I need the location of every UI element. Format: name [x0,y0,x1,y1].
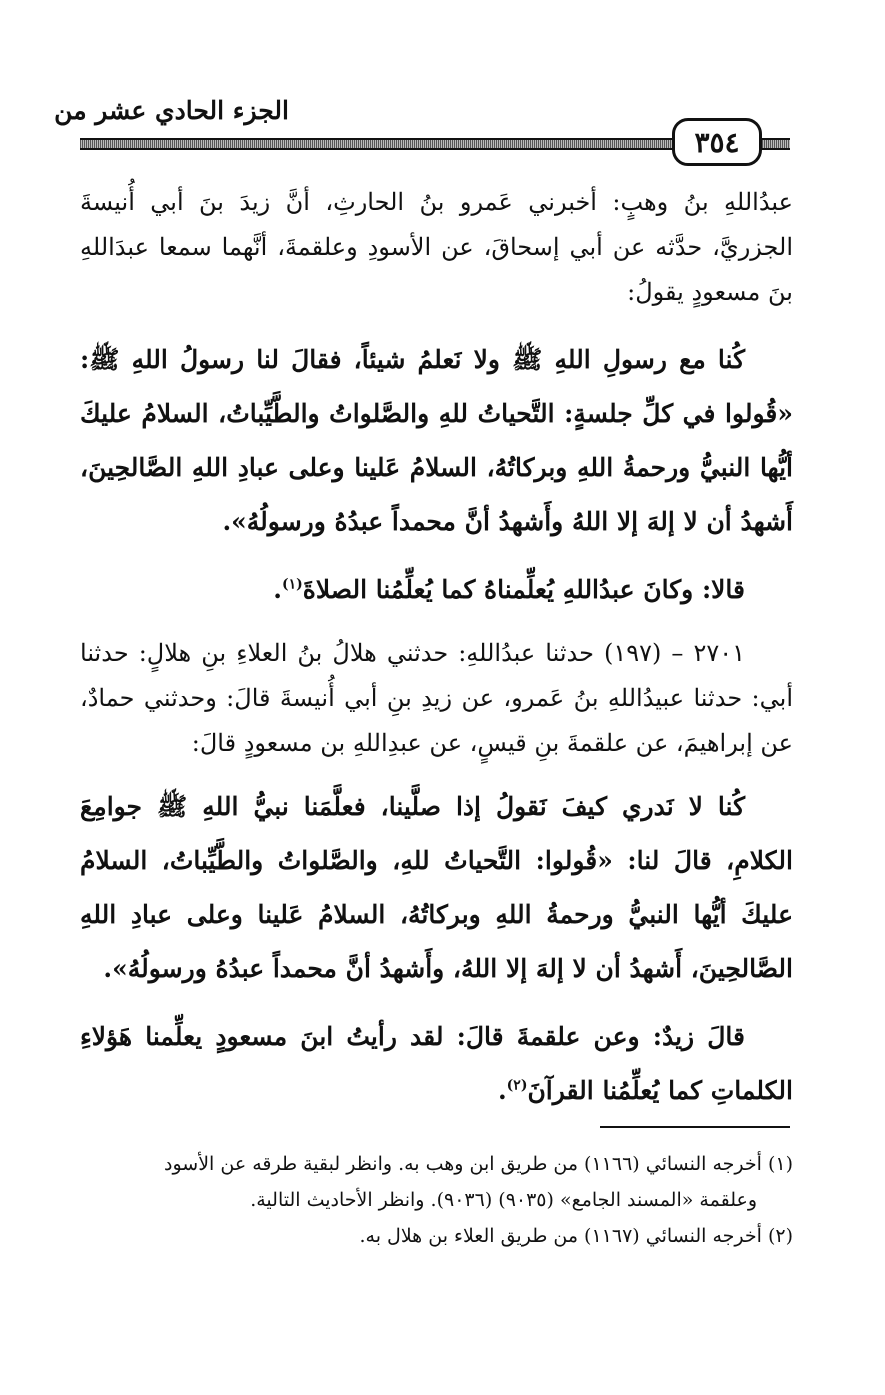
narrator-note-1-end: . [273,575,283,604]
footnote-2 [80,1218,793,1254]
narrator-note-2-text: قالَ زيدٌ: وعن علقمةَ قالَ: لقد رأيتُ ابنَ مسعودٍ يعلِّمنا هَؤلاءِ الكلماتِ كما يُعلِّمُنا القرآنَ [80,1022,793,1105]
footnotes [80,1146,793,1254]
main-text [80,180,793,1118]
narrator-note-1-text: قالا: وكانَ عبدُاللهِ يُعلِّمناهُ كما يُعلِّمُنا الصلاةَ [302,575,745,604]
narrator-note-1 [80,563,793,617]
footnote-1-line2: وعلقمة «المسند الجامع» (٩٠٣٥) (٩٠٣٦). وانظر الأحاديث التالية. [250,1189,757,1211]
footnote-1 [80,1146,793,1218]
running-header-title: الجزء الحادي عشر من [54,96,289,125]
narrator-note-2-end: . [497,1076,507,1105]
footnote-separator [600,1126,790,1128]
isnad-paragraph-1: عبدُاللهِ بنُ وهبٍ: أخبرني عَمرو بنُ الحارثِ، أنَّ زيدَ بنَ أبي أُنيسةَ الجزريَّ، حدَّثه عن أبي إسحاقَ، عن الأسودِ وعلقمةَ، أنَّهما سمعا عبدَاللهِ بنَ مسعودٍ يقولُ: [80,188,793,306]
footnote-1-number: (١) [767,1153,793,1175]
footnote-ref-1: (١) [282,576,303,593]
footnote-1-line1: أخرجه النسائي (١١٦٦) من طريق ابن وهب به. وانظر لبقية طرقه عن الأسود [164,1153,762,1175]
hadith-text-2: كُنا لا نَدري كيفَ نَقولُ إذا صلَّينا، فعلَّمَنا نبيُّ اللهِ ﷺ جوامِعَ الكلامِ، قالَ لنا: «قُولوا: التَّحياتُ للهِ، والصَّلواتُ والطَّيِّباتُ، السلامُ عليكَ أيُّها النبيُّ ورحمةُ اللهِ وبركاتُهُ، السلامُ عَلينا وعلى عبادِ اللهِ الصَّالحِينَ، أَشهدُ أن لا إلهَ إلا اللهُ، وأَشهدُ أنَّ محمداً عبدُهُ ورسولُهُ». [80,792,793,983]
footnote-2-number: (٢) [767,1225,793,1247]
page-number: ٣٥٤ [672,118,762,166]
footnote-ref-2: (٢) [506,1077,528,1094]
narrator-note-2 [80,1010,793,1118]
hadith-text-1: كُنا مع رسولِ اللهِ ﷺ ولا نَعلمُ شيئاً، فقالَ لنا رسولُ اللهِ ﷺ: «قُولوا في كلِّ جلسةٍ: التَّحياتُ للهِ والصَّلواتُ والطَّيِّباتُ، السلامُ عليكَ أيُّها النبيُّ ورحمةُ اللهِ وبركاتُهُ، السلامُ عَلينا وعلى عبادِ اللهِ الصَّالحِينَ، أَشهدُ أن لا إلهَ إلا اللهُ وأَشهدُ أنَّ محمداً عبدُهُ ورسولُهُ». [80,345,793,536]
footnote-2-line1: أخرجه النسائي (١١٦٧) من طريق العلاء بن هلال به. [359,1225,762,1247]
isnad-paragraph-2: ٢٧٠١ – (١٩٧) حدثنا عبدُاللهِ: حدثني هلالُ بنُ العلاءِ بنِ هلالٍ: حدثنا أبي: حدثنا عبيدُاللهِ بنُ عَمرو، عن زيدِ بنِ أبي أُنيسةَ قالَ: وحدثني حمادٌ، عن إبراهيمَ، عن علقمةَ بنِ قيسٍ، عن عبدِاللهِ بن مسعودٍ قالَ: [80,639,793,757]
